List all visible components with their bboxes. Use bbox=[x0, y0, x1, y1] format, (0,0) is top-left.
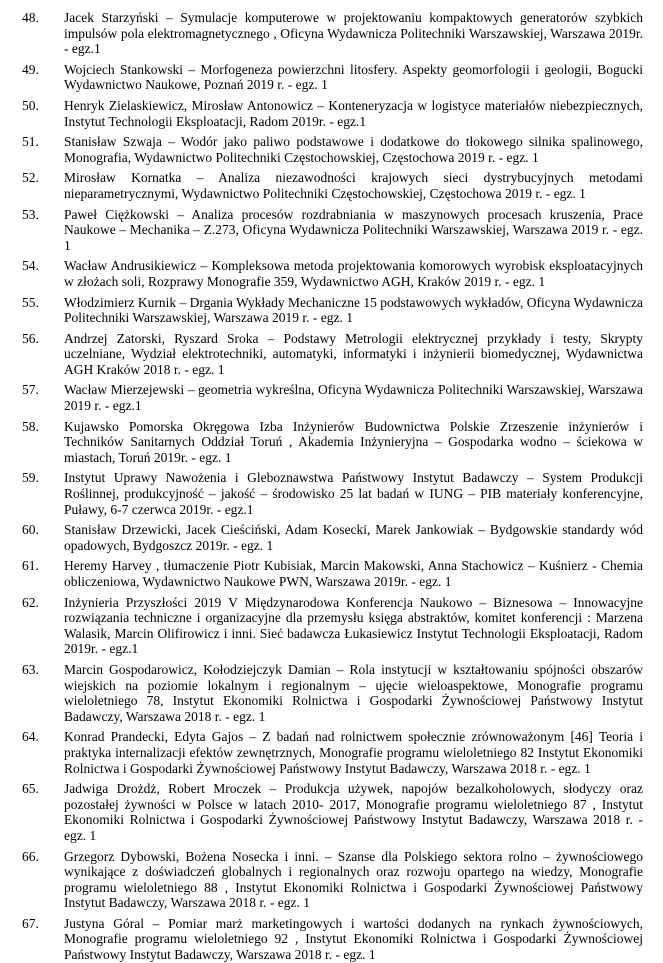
item-text: Jacek Starzyński – Symulacje komputerowe w projektowaniu kompaktowych generatorów szybkich impulsów pola elektromagnetycznego , Oficyna Wydawnicza Politechniki Warszawskiej, Warszawa 2019r. - egz.1 bbox=[64, 10, 643, 57]
item-number: 59. bbox=[22, 470, 39, 486]
item-text: Henryk Zielaskiewicz, Mirosław Antonowicz – Konteneryzacja w logistyce materiałów niebezpiecznych, Instytut Technologii Eksploatacji, Radom 2019r. - egz.1 bbox=[64, 97, 643, 129]
item-text: Andrzej Zatorski, Ryszard Sroka – Podstawy Metrologii elektrycznej przykłady i testy, Skrypty uczelniane, Wydział elektrotechniki, automatyki, informatyki i inżynierii biomedycznej, Wydawnictwa AGH Kraków 2018 r. - egz. 1 bbox=[64, 330, 643, 377]
item-number: 49. bbox=[22, 61, 39, 77]
item-number: 52. bbox=[22, 170, 39, 186]
item-number: 48. bbox=[22, 10, 39, 25]
list-item bbox=[0, 558, 643, 589]
item-number: 62. bbox=[22, 594, 39, 610]
item-number: 65. bbox=[22, 781, 39, 797]
item-number: 61. bbox=[22, 558, 39, 574]
item-text: Wacław Mierzejewski – geometria wykreślna, Oficyna Wydawnicza Politechniki Warszawskiej, Warszawa 2019 r. - egz.1 bbox=[64, 382, 643, 414]
item-number: 66. bbox=[22, 848, 39, 864]
item-number: 51. bbox=[22, 134, 39, 150]
item-text: Kujawsko Pomorska Okręgowa Izba Inżynierów Budownictwa Polskie Zrzeszenie inżynierów i Techników Sanitarnych Oddział Toruń , Akademia Inżynieryjna – Gospodarka wodno – ściekowa w miastach, Toruń 2019r. - egz. 1 bbox=[64, 418, 643, 465]
item-text: Instytut Uprawy Nawożenia i Gleboznawstwa Państwowy Instytut Badawczy – System Produkcji Roślinnej, produkcyjność – jakość – środowisko 25 lat badań w IUNG – PIB materiały konferencyjne, Puławy, 6-7 czerwca 2019r. - egz.1 bbox=[64, 470, 643, 517]
list-item bbox=[0, 258, 643, 289]
item-number: 54. bbox=[22, 258, 39, 274]
item-number: 50. bbox=[22, 97, 39, 113]
item-text: Włodzimierz Kurnik – Drgania Wykłady Mechaniczne 15 podstawowych wykładów, Oficyna Wydawnicza Politechniki Warszawskiej, Warszawa 2019 r. - egz. 1 bbox=[64, 294, 643, 326]
item-text: Inżynieria Przyszłości 2019 V Międzynarodowa Konferencja Naukowo – Biznesowa – Innowacyjne rozwiązania techniczne i organizacyjne dla przemysłu księga abstraktów, komitet konferencji : Marzena Walasik, Marcin Olifirowicz i inni. Sieć badawcza Łukasiewicz Instytut Technologii Eksploatacji, Radom 2019r. - egz.1 bbox=[64, 594, 643, 657]
item-text: Grzegorz Dybowski, Bożena Nosecka i inni. – Szanse dla Polskiego sektora rolno – żywnościowego wynikające z doświadczeń globalnych i regionalnych oraz rozwoju opartego na wiedzy, Monografie programu wieloletniego 88 , Instytut Ekonomiki Rolnictwa i Gospodarki Żywnościowej Państwowy Instytut Badawczy, Warszawa 2018 r. - egz. 1 bbox=[64, 848, 643, 911]
item-number: 56. bbox=[22, 330, 39, 346]
list-item bbox=[0, 522, 643, 553]
list-item bbox=[0, 470, 643, 517]
list-item bbox=[0, 662, 643, 724]
list-item bbox=[0, 134, 643, 165]
list-item bbox=[0, 331, 643, 378]
list-item bbox=[0, 849, 643, 911]
item-number: 67. bbox=[22, 915, 39, 931]
list-item bbox=[0, 10, 643, 57]
list-item bbox=[0, 207, 643, 254]
list-item bbox=[0, 419, 643, 466]
list-item bbox=[0, 170, 643, 201]
list-item bbox=[0, 916, 643, 963]
item-text: Stanisław Szwaja – Wodór jako paliwo podstawowe i dodatkowe do tłokowego silnika spalinowego, Monografia, Wydawnictwo Politechniki Częstochowskiej, Częstochowa 2019 r. - egz. 1 bbox=[64, 134, 643, 165]
item-text: Stanisław Drzewicki, Jacek Cieściński, Adam Kosecki, Marek Jankowiak – Bydgowskie standardy wód opadowych, Bydgoszcz 2019r. - egz. 1 bbox=[64, 522, 643, 553]
item-number: 60. bbox=[22, 522, 39, 538]
list-item bbox=[0, 295, 643, 326]
item-text: Paweł Ciężkowski – Analiza procesów rozdrabniania w maszynowych procesach kruszenia, Prace Naukowe – Mechanika – Z.273, Oficyna Wydawnicza Politechniki Warszawskiej, Warszawa 2019 r. - egz. 1 bbox=[64, 206, 643, 253]
item-text: Heremy Harvey , tłumaczenie Piotr Kubisiak, Marcin Makowski, Anna Stachowicz – Kuśnierz - Chemia obliczeniowa, Wydawnictwo Naukowe PWN, Warszawa 2019r. - egz. 1 bbox=[64, 558, 643, 589]
list-item bbox=[0, 781, 643, 843]
item-text: Wacław Andrusikiewicz – Kompleksowa metoda projektowania komorowych wyrobisk eksploatacyjnych w złożach soli, Rozprawy Monografie 359, Wydawnictwo AGH, Kraków 2019 r. - egz. 1 bbox=[64, 258, 643, 289]
list-item bbox=[0, 382, 643, 413]
item-text: Konrad Prandecki, Edyta Gajos – Z badań nad rolnictwem społecznie zrównoważonym [46] Teoria i praktyka internalizacji efektów zewnętrznych, Monografie programu wieloletniego 82 Instytut Ekonomiki Rolnictwa i Gospodarki Żywnościowej Państwowy Instytut Badawczy, Warszawa 2018 r. - egz. 1 bbox=[64, 729, 643, 776]
list-item bbox=[0, 98, 643, 129]
item-text: Mirosław Kornatka – Analiza niezawodności krajowych sieci dystrybucyjnych metodami nieparametrycznymi, Wydawnictwo Politechniki Częstochowskiej, Częstochowa 2019 r. - egz. 1 bbox=[64, 170, 643, 201]
item-number: 63. bbox=[22, 661, 39, 677]
item-text: Jadwiga Drożdż, Robert Mroczek – Produkcja używek, napojów bezalkoholowych, słodyczy oraz pozostałej żywności w Polsce w latach 2010- 2017, Monografie programu wieloletniego 87 , Instytut Ekonomiki Rolnictwa i Gospodarki Żywnościowej Państwowy Instytut Badawczy, Warszawa 2018 r. - egz. 1 bbox=[64, 781, 643, 843]
item-text: Marcin Gospodarowicz, Kołodziejczyk Damian – Rola instytucji w kształtowaniu spójności obszarów wiejskich na poziomie lokalnym i regionalnym – ujęcie wieloaspektowe, Monografie programu wieloletniego 78, Instytut Ekonomiki Rolnictwa i Gospodarki Żywnościowej Państwowy Instytut Badawczy, Warszawa 2018 r. - egz. 1 bbox=[64, 661, 643, 724]
item-text: Wojciech Stankowski – Morfogeneza powierzchni litosfery. Aspekty geomorfologii i geologii, Bogucki Wydawnictwo Naukowe, Poznań 2019 r. - egz. 1 bbox=[64, 61, 643, 93]
list-item bbox=[0, 729, 643, 776]
item-number: 58. bbox=[22, 418, 39, 434]
item-number: 64. bbox=[22, 729, 39, 745]
item-text: Justyna Góral – Pomiar marż marketingowych i wartości dodanych na rynkach żywnościowych, Monografie programu wieloletniego 92 , Instytut Ekonomiki Rolnictwa i Gospodarki Żywnościowej Państwowy Instytut Badawczy, Warszawa 2018 r. - egz. 1 bbox=[64, 915, 643, 963]
list-item bbox=[0, 595, 643, 657]
item-number: 53. bbox=[22, 206, 39, 222]
list-item bbox=[0, 62, 643, 93]
item-number: 57. bbox=[22, 382, 39, 398]
item-number: 55. bbox=[22, 294, 39, 310]
